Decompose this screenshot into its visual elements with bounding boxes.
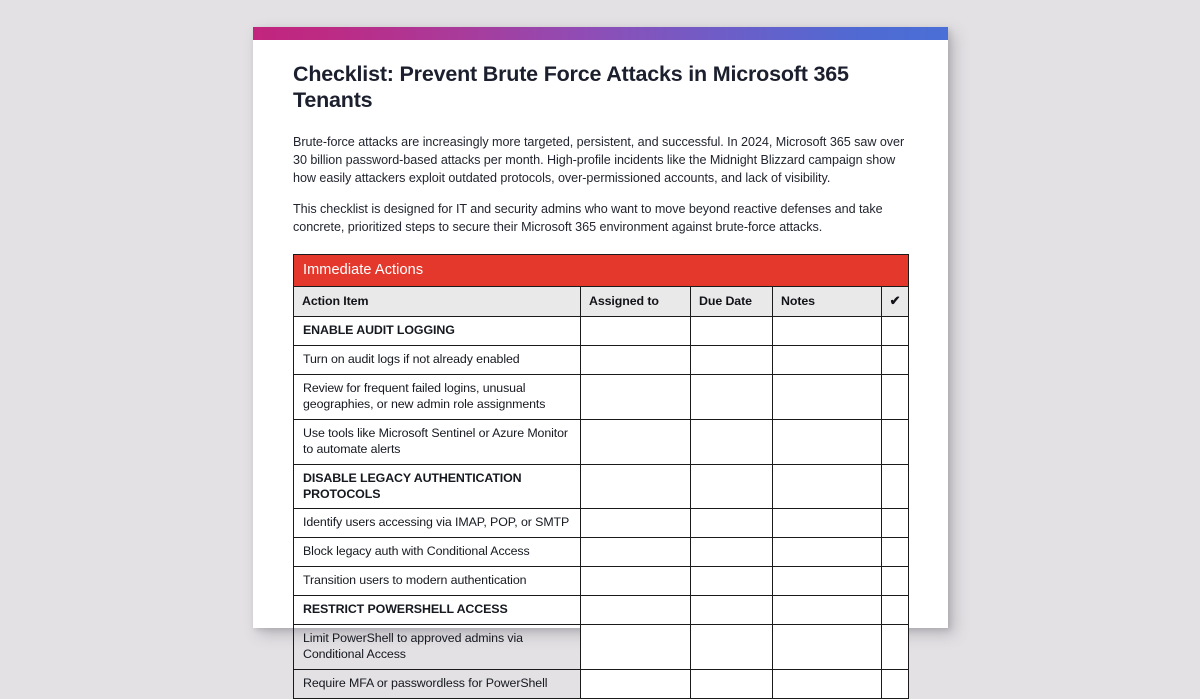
checklist-table-head	[294, 255, 909, 317]
page-title: Checklist: Prevent Brute Force Attacks in Microsoft 365 Tenants	[293, 62, 849, 112]
assigned-to-cell[interactable]	[581, 464, 691, 509]
group-heading-cell: ENABLE AUDIT LOGGING	[294, 317, 581, 346]
intro-paragraph-2: This checklist is designed for IT and security admins who want to move beyond reactive defenses and take concrete, prioritized steps to secure their Microsoft 365 environment against brute-force attacks.	[293, 201, 883, 235]
column-header-action-item: Action Item	[294, 287, 581, 317]
due-date-cell[interactable]	[691, 317, 773, 346]
notes-cell[interactable]	[773, 464, 882, 509]
checkbox-cell[interactable]	[882, 346, 909, 375]
notes-cell[interactable]	[773, 567, 882, 596]
table-row	[294, 464, 909, 509]
due-date-cell[interactable]	[691, 419, 773, 464]
document-page	[253, 27, 948, 690]
action-item-cell: Limit PowerShell to approved admins via Conditional Access	[294, 624, 581, 669]
assigned-to-cell[interactable]	[581, 538, 691, 567]
column-header-notes: Notes	[773, 287, 882, 317]
checkbox-cell[interactable]	[882, 538, 909, 567]
column-header-due-date: Due Date	[691, 287, 773, 317]
checkbox-cell[interactable]	[882, 419, 909, 464]
column-header-row	[294, 287, 909, 317]
due-date-cell[interactable]	[691, 567, 773, 596]
section-banner-row	[294, 255, 909, 287]
table-row	[294, 317, 909, 346]
checkbox-cell[interactable]	[882, 375, 909, 420]
notes-cell[interactable]	[773, 624, 882, 669]
notes-cell[interactable]	[773, 596, 882, 625]
action-item-cell: Turn on audit logs if not already enabled	[294, 346, 581, 375]
assigned-to-cell[interactable]	[581, 509, 691, 538]
action-item-cell: Require MFA or passwordless for PowerShell	[294, 669, 581, 698]
due-date-cell[interactable]	[691, 596, 773, 625]
action-item-cell: Transition users to modern authentication	[294, 567, 581, 596]
notes-cell[interactable]	[773, 419, 882, 464]
notes-cell[interactable]	[773, 669, 882, 698]
table-row	[294, 669, 909, 698]
checkbox-cell[interactable]	[882, 509, 909, 538]
action-item-cell: Block legacy auth with Conditional Access	[294, 538, 581, 567]
action-item-cell: Review for frequent failed logins, unusual geographies, or new admin role assignments	[294, 375, 581, 420]
assigned-to-cell[interactable]	[581, 596, 691, 625]
due-date-cell[interactable]	[691, 509, 773, 538]
notes-cell[interactable]	[773, 317, 882, 346]
notes-cell[interactable]	[773, 509, 882, 538]
accent-gradient-bar	[253, 27, 948, 40]
assigned-to-cell[interactable]	[581, 419, 691, 464]
assigned-to-cell[interactable]	[581, 567, 691, 596]
document-content	[253, 40, 948, 699]
checklist-table-body	[294, 317, 909, 698]
notes-cell[interactable]	[773, 346, 882, 375]
table-row	[294, 419, 909, 464]
table-row	[294, 538, 909, 567]
due-date-cell[interactable]	[691, 375, 773, 420]
group-heading-cell: DISABLE LEGACY AUTHENTICATION PROTOCOLS	[294, 464, 581, 509]
table-row	[294, 567, 909, 596]
group-heading-cell: RESTRICT POWERSHELL ACCESS	[294, 596, 581, 625]
checkbox-cell[interactable]	[882, 464, 909, 509]
section-title: Immediate Actions	[294, 255, 909, 287]
table-row	[294, 624, 909, 669]
notes-cell[interactable]	[773, 538, 882, 567]
assigned-to-cell[interactable]	[581, 624, 691, 669]
due-date-cell[interactable]	[691, 669, 773, 698]
checkbox-cell[interactable]	[882, 567, 909, 596]
table-row	[294, 596, 909, 625]
assigned-to-cell[interactable]	[581, 669, 691, 698]
checkbox-cell[interactable]	[882, 624, 909, 669]
checkbox-cell[interactable]	[882, 669, 909, 698]
due-date-cell[interactable]	[691, 624, 773, 669]
checkmark-icon: ✔	[882, 287, 909, 317]
due-date-cell[interactable]	[691, 538, 773, 567]
column-header-assigned-to: Assigned to	[581, 287, 691, 317]
table-row	[294, 375, 909, 420]
notes-cell[interactable]	[773, 375, 882, 420]
table-row	[294, 509, 909, 538]
checklist-table	[293, 254, 909, 698]
due-date-cell[interactable]	[691, 346, 773, 375]
assigned-to-cell[interactable]	[581, 346, 691, 375]
checkbox-cell[interactable]	[882, 596, 909, 625]
action-item-cell: Identify users accessing via IMAP, POP, or SMTP	[294, 509, 581, 538]
assigned-to-cell[interactable]	[581, 375, 691, 420]
due-date-cell[interactable]	[691, 464, 773, 509]
table-row	[294, 346, 909, 375]
intro-paragraph-1: Brute-force attacks are increasingly more targeted, persistent, and successful. In 2024, Microsoft 365 saw over 30 billion password-based attacks per month. High-profile incidents like the Midnight Blizzard campaign show how easily attackers exploit outdated protocols, over-permissioned accounts, and lack of visibility.	[293, 134, 905, 186]
action-item-cell: Use tools like Microsoft Sentinel or Azure Monitor to automate alerts	[294, 419, 581, 464]
checkbox-cell[interactable]	[882, 317, 909, 346]
assigned-to-cell[interactable]	[581, 317, 691, 346]
